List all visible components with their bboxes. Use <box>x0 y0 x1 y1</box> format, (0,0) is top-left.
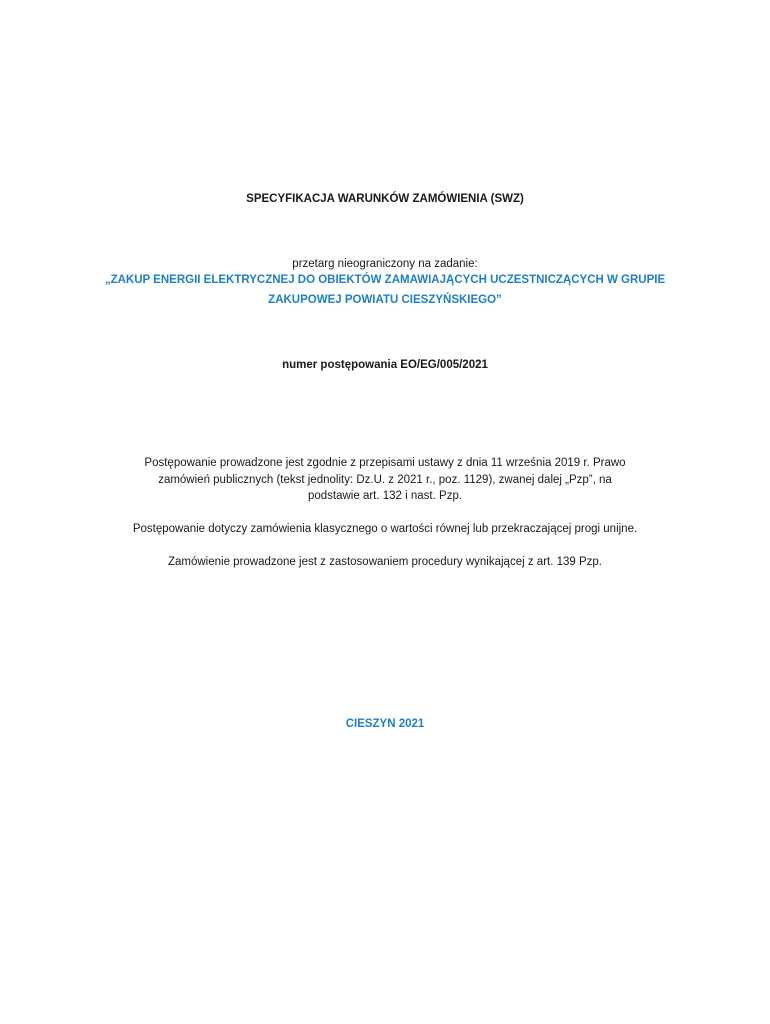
procedure-type-intro: przetarg nieograniczony na zadanie: <box>292 258 478 270</box>
legal-basis-line-3: podstawie art. 132 i nast. Pzp. <box>307 490 463 502</box>
contract-subject-line-1: „ZAKUP ENERGII ELEKTRYCZNEJ DO OBIEKTÓW ZAMAWIAJĄCYCH UCZESTNICZĄCYCH W GRUPIE <box>104 274 666 286</box>
procedure-statement: Zamówienie prowadzone jest z zastosowaniem procedury wynikającej z art. 139 Pzp. <box>167 556 602 568</box>
legal-basis-line-2: zamówień publicznych (tekst jednolity: Dz.U. z 2021 r., poz. 1129), zwanej dalej „Pzp”, na <box>158 474 612 486</box>
contract-subject-line-2: ZAKUPOWEJ POWIATU CIESZYŃSKIEGO” <box>268 294 502 306</box>
legal-basis-line-1: Postępowanie prowadzone jest zgodnie z przepisami ustawy z dnia 11 września 2019 r. Prawo <box>144 457 626 469</box>
place-and-year: CIESZYN 2021 <box>345 718 425 730</box>
classic-contract-statement: Postępowanie dotyczy zamówienia klasycznego o wartości równej lub przekraczającej progi unijne. <box>132 523 638 535</box>
document-title: SPECYFIKACJA WARUNKÓW ZAMÓWIENIA (SWZ) <box>246 193 524 205</box>
case-number: numer postępowania EO/EG/005/2021 <box>282 359 488 371</box>
